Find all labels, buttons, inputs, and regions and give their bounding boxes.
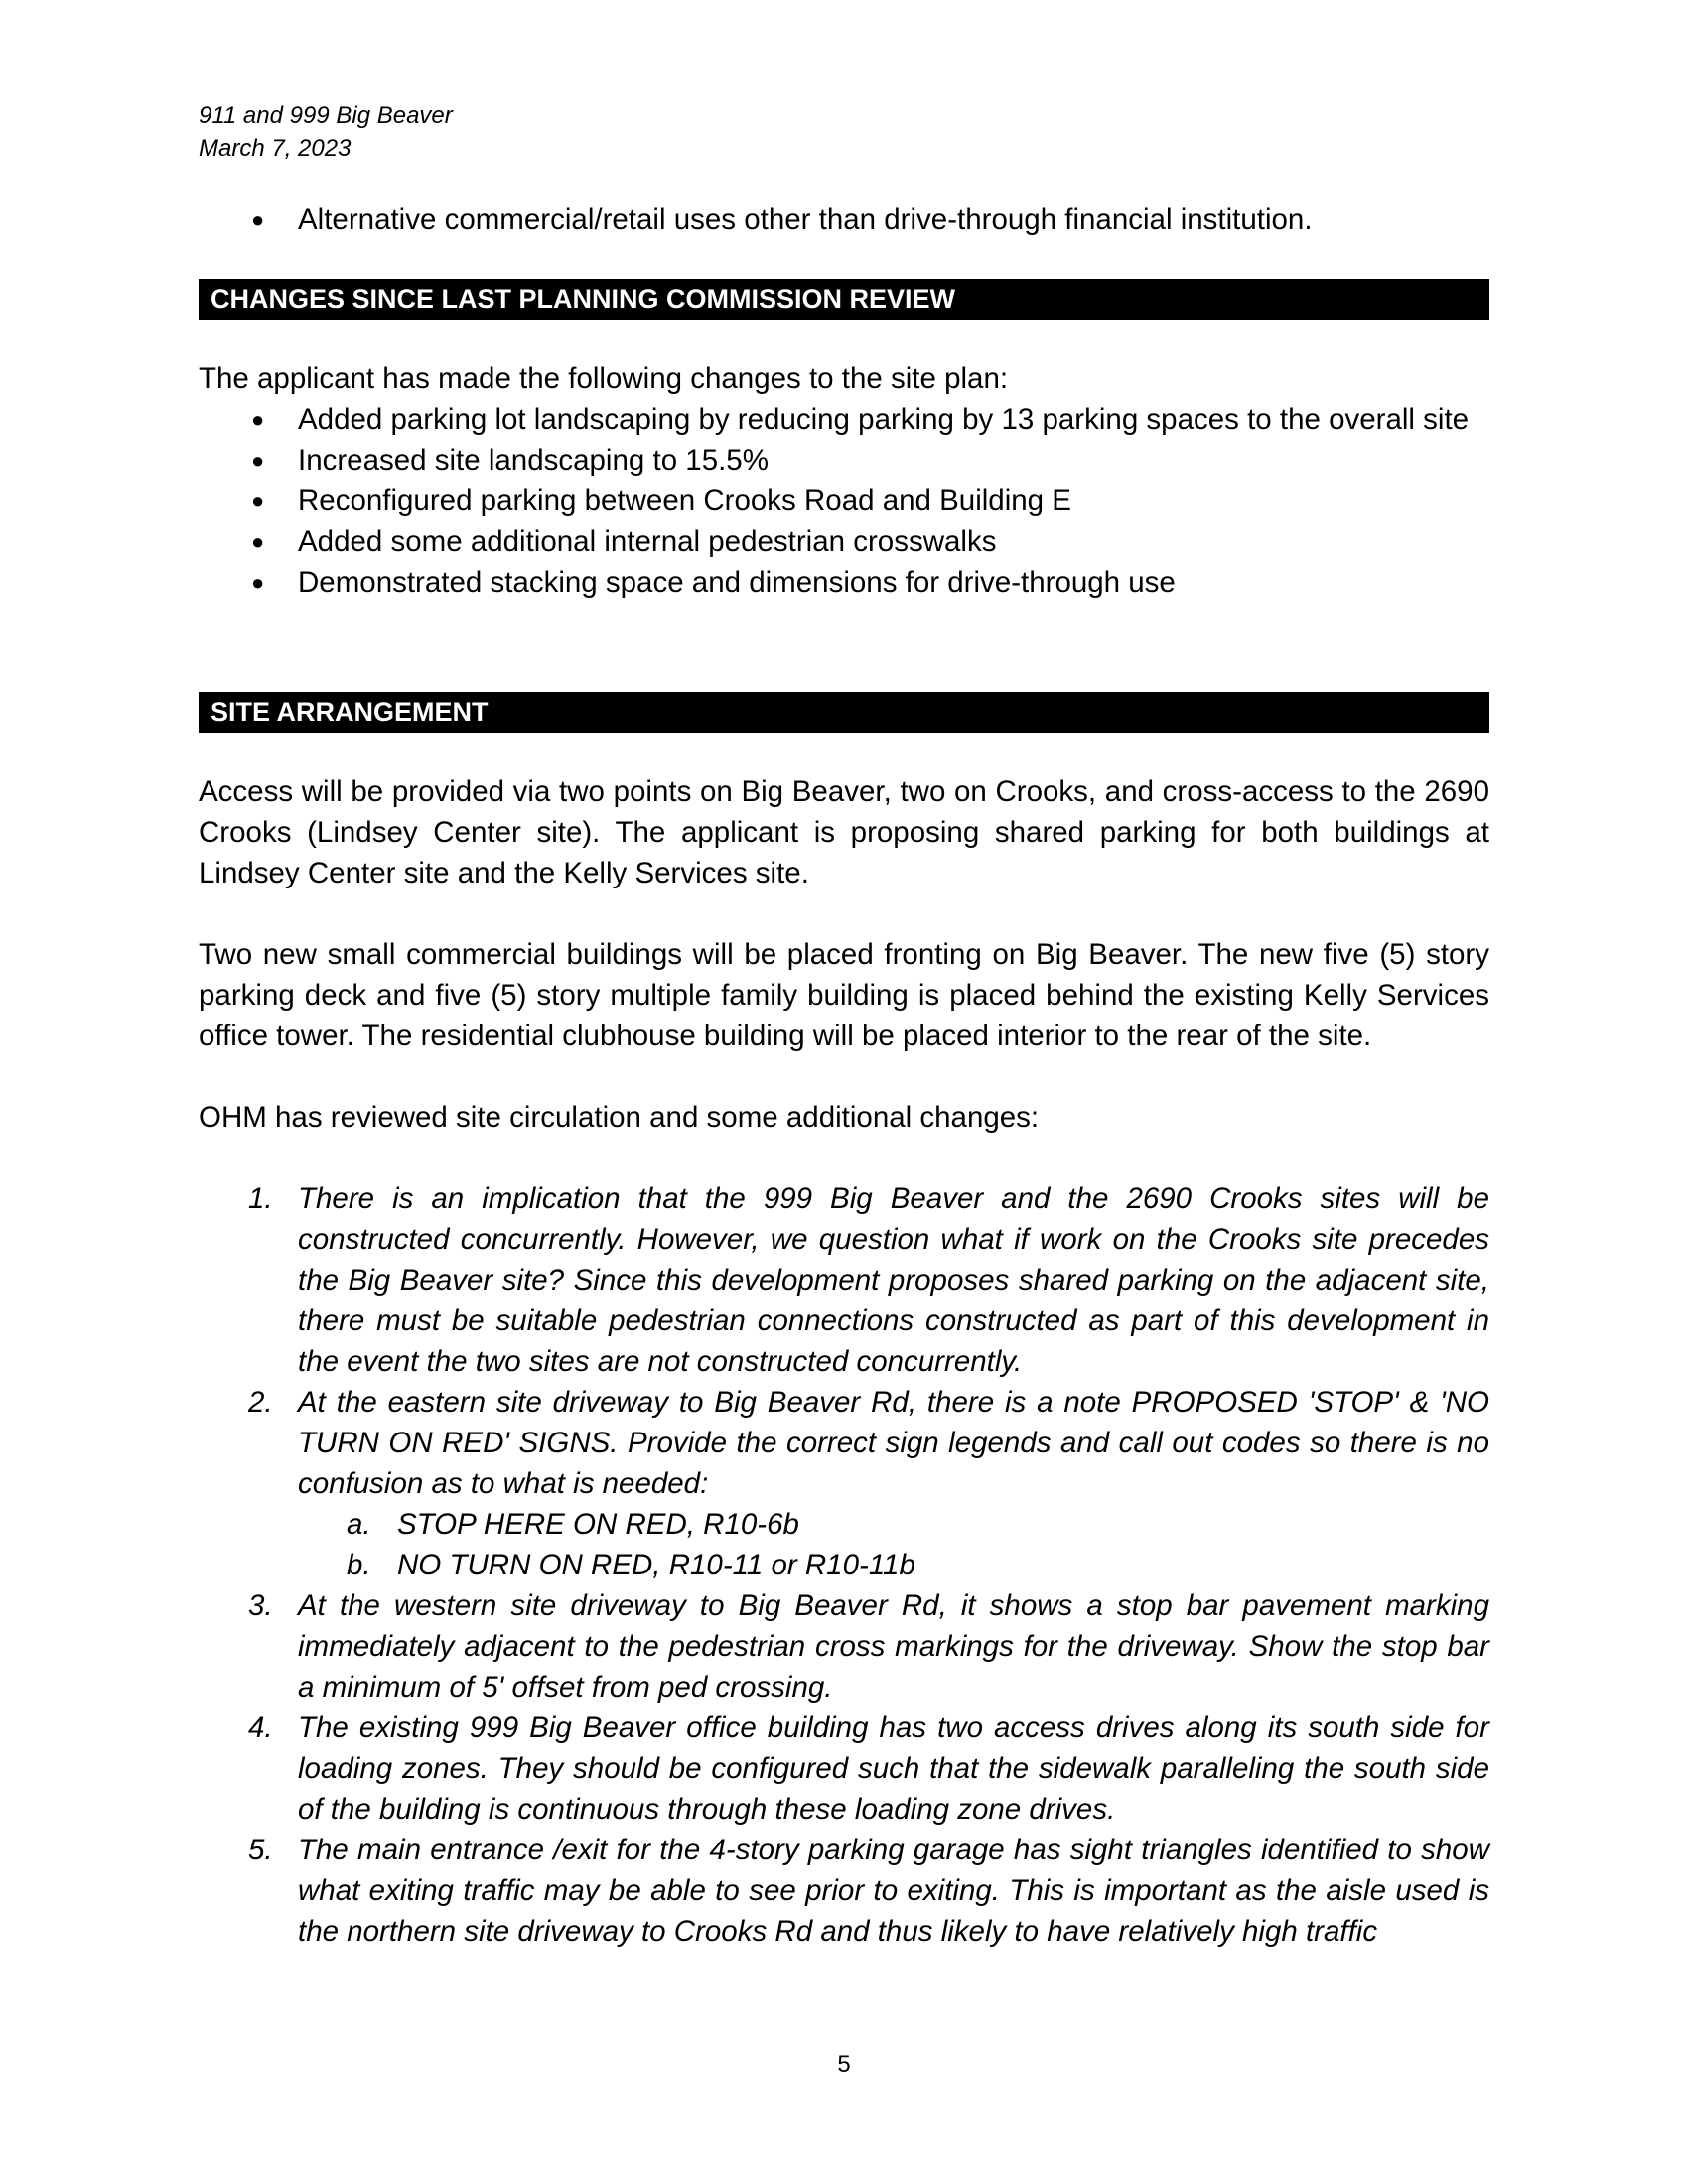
list-item: ● Added some additional internal pedestrian crosswalks bbox=[199, 521, 1489, 562]
changes-section bbox=[199, 358, 1489, 603]
page-header bbox=[199, 99, 453, 165]
page-number: 5 bbox=[837, 2051, 851, 2078]
bullet-icon: ● bbox=[251, 488, 265, 513]
item-number: 5. bbox=[248, 1834, 273, 1866]
changes-bullet-list bbox=[199, 399, 1489, 603]
header-title: 911 and 999 Big Beaver bbox=[199, 102, 453, 129]
list-item: 3. At the western site driveway to Big Beaver Rd, it shows a stop bar pavement marking immediately adjacent to the pedestrian cross markings for the driveway. Show the stop bar a minimum of 5' offset from ped crossing. bbox=[199, 1585, 1489, 1707]
list-item: ● Increased site landscaping to 15.5% bbox=[199, 440, 1489, 480]
top-bullet-list bbox=[199, 200, 1489, 240]
site-arrangement-para-2: Two new small commercial buildings will be placed fronting on Big Beaver. The new five (5) story parking deck and five (5) story multiple family building is placed behind the existing Kelly Services office tower. The residential clubhouse building will be placed interior to the rear of the site. bbox=[199, 938, 1489, 1052]
item-letter: b. bbox=[347, 1549, 371, 1581]
bullet-icon: ● bbox=[251, 529, 265, 554]
site-arrangement-para-1: Access will be provided via two points on Big Beaver, two on Crooks, and cross-access to the 2690 Crooks (Lindsey Center site). The applicant is proposing shared parking for both buildings at Lindsey Center site and the Kelly Services site. bbox=[199, 775, 1489, 889]
item-number: 4. bbox=[248, 1711, 273, 1744]
list-item: 4. The existing 999 Big Beaver office building has two access drives along its south side for loading zones. They should be configured such that the sidewalk paralleling the south side of the building is continuous through these loading zone drives. bbox=[199, 1707, 1489, 1830]
changes-intro: The applicant has made the following changes to the site plan: bbox=[199, 362, 1009, 395]
sub-list-item: b. NO TURN ON RED, R10-11 or R10-11b bbox=[199, 1545, 1489, 1585]
header-date: March 7, 2023 bbox=[199, 135, 352, 162]
sign-legend-sublist bbox=[199, 1504, 1489, 1585]
bullet-icon: ● bbox=[251, 207, 265, 232]
list-item: 5. The main entrance /exit for the 4-story parking garage has sight triangles identified to show what exiting traffic may be able to see prior to exiting. This is important as the aisle used is the northern site driveway to Crooks Rd and thus likely to have relatively high traffic bbox=[199, 1830, 1489, 1952]
list-item: ● Reconfigured parking between Crooks Road and Building E bbox=[199, 480, 1489, 521]
bullet-icon: ● bbox=[251, 448, 265, 473]
site-arrangement-para-3: OHM has reviewed site circulation and some additional changes: bbox=[199, 1101, 1040, 1134]
list-item: 1. There is an implication that the 999 Big Beaver and the 2690 Crooks sites will be constructed concurrently. However, we question what if work on the Crooks site precedes the Big Beaver site? Since this development proposes shared parking on the adjacent site, there must be suitable pedestrian connections constructed as part of this development in the event the two sites are not constructed concurrently. bbox=[199, 1178, 1489, 1382]
item-number: 3. bbox=[248, 1589, 273, 1622]
list-item: ● Alternative commercial/retail uses other than drive-through financial institution. bbox=[199, 200, 1489, 240]
list-item: ● Added parking lot landscaping by reducing parking by 13 parking spaces to the overall site bbox=[199, 399, 1489, 440]
bullet-icon: ● bbox=[251, 407, 265, 432]
review-comments-list bbox=[199, 1178, 1489, 1952]
list-item: 2. At the eastern site driveway to Big Beaver Rd, there is a note PROPOSED 'STOP' & 'NO TURN ON RED' SIGNS. Provide the correct sign legends and call out codes so there is no confusion as to what is needed: a. STOP HERE ON RED, R10-6b b. NO TURN ON RED, R10-11 or R10-11b bbox=[199, 1382, 1489, 1585]
item-number: 1. bbox=[248, 1182, 273, 1215]
section-heading-site-arrangement: SITE ARRANGEMENT bbox=[199, 692, 1489, 733]
item-letter: a. bbox=[347, 1508, 371, 1541]
bullet-icon: ● bbox=[251, 570, 265, 595]
sub-list-item: a. STOP HERE ON RED, R10-6b bbox=[199, 1504, 1489, 1545]
list-item: ● Demonstrated stacking space and dimensions for drive-through use bbox=[199, 562, 1489, 603]
item-number: 2. bbox=[248, 1386, 273, 1419]
section-heading-changes: CHANGES SINCE LAST PLANNING COMMISSION REVIEW bbox=[199, 279, 1489, 320]
